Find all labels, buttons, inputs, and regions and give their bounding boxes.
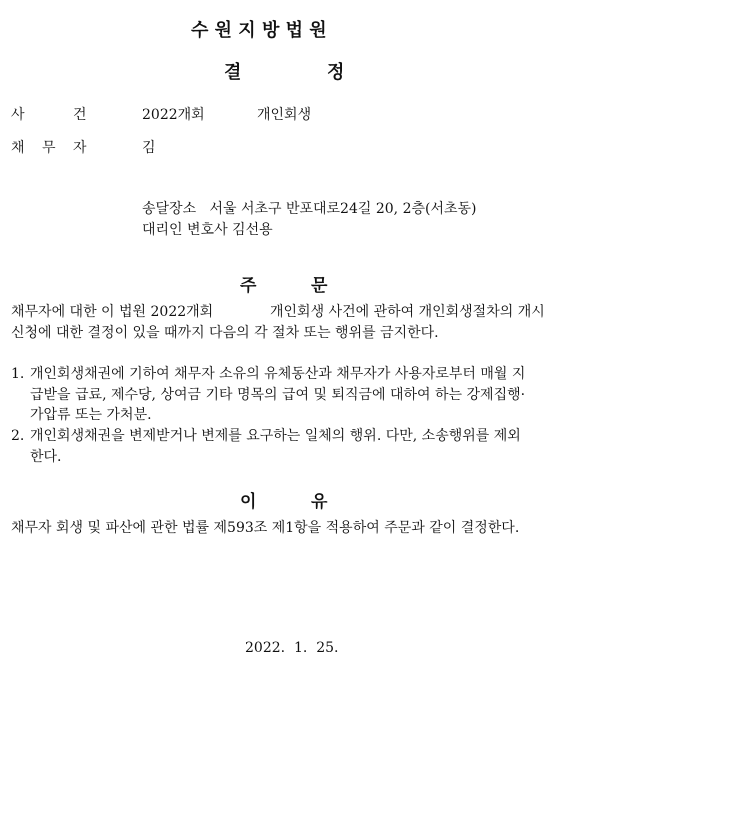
case-type: 개인회생 bbox=[257, 107, 312, 123]
case-number: 2022개회 bbox=[142, 107, 205, 123]
order-item-line: 개인회생채권을 변제받거나 변제를 요구하는 일체의 행위. 다만, 소송행위를 제외 bbox=[30, 428, 521, 444]
reason-heading-char-2: 유 bbox=[311, 492, 328, 512]
decision-date: 2022. 1. 25. bbox=[245, 640, 339, 656]
order-item-1 bbox=[11, 364, 571, 426]
reason-heading-char-1: 이 bbox=[240, 492, 257, 512]
order-heading-char-1: 주 bbox=[240, 276, 257, 296]
reason-text: 채무자 회생 및 파산에 관한 법률 제593조 제1항을 적용하여 주문과 같이 결정한다. bbox=[11, 520, 520, 536]
case-label-char-2: 건 bbox=[73, 107, 87, 123]
case-label-char-1: 사 bbox=[11, 107, 25, 123]
order-item-line: 가압류 또는 가처분. bbox=[30, 407, 152, 423]
order-intro-line-2: 신청에 대한 결정이 있을 때까지 다음의 각 절차 또는 행위를 금지한다. bbox=[11, 325, 439, 341]
order-item-2 bbox=[11, 426, 571, 468]
doc-type-char-1: 결 bbox=[224, 62, 242, 83]
order-item-line: 급받을 급료, 제수당, 상여금 기타 명목의 급여 및 퇴직금에 대하여 하는 강제집행· bbox=[30, 386, 526, 403]
order-item-line: 개인회생채권에 기하여 채무자 소유의 유체동산과 채무자가 사용자로부터 매월 지 bbox=[30, 366, 526, 382]
debtor-label-char-2: 무 bbox=[42, 140, 56, 156]
order-item-number: 1. bbox=[11, 366, 25, 382]
doc-type-char-2: 정 bbox=[327, 62, 345, 83]
service-address: 송달장소 서울 서초구 반포대로24길 20, 2층(서초동) bbox=[142, 201, 477, 217]
court-name: 수 원 지 방 법 원 bbox=[191, 20, 327, 41]
order-item-line: 한다. bbox=[30, 448, 62, 465]
debtor-name: 김 bbox=[142, 140, 156, 156]
representative: 대리인 변호사 김선용 bbox=[142, 222, 273, 238]
debtor-label-char-3: 자 bbox=[73, 140, 87, 156]
order-intro-line-1b: 개인회생 사건에 관하여 개인회생절차의 개시 bbox=[270, 304, 545, 320]
debtor-label-char-1: 채 bbox=[11, 140, 25, 156]
order-item-number: 2. bbox=[11, 428, 25, 444]
order-intro-line-1a: 채무자에 대한 이 법원 2022개회 bbox=[11, 304, 214, 320]
order-heading-char-2: 문 bbox=[311, 276, 328, 296]
